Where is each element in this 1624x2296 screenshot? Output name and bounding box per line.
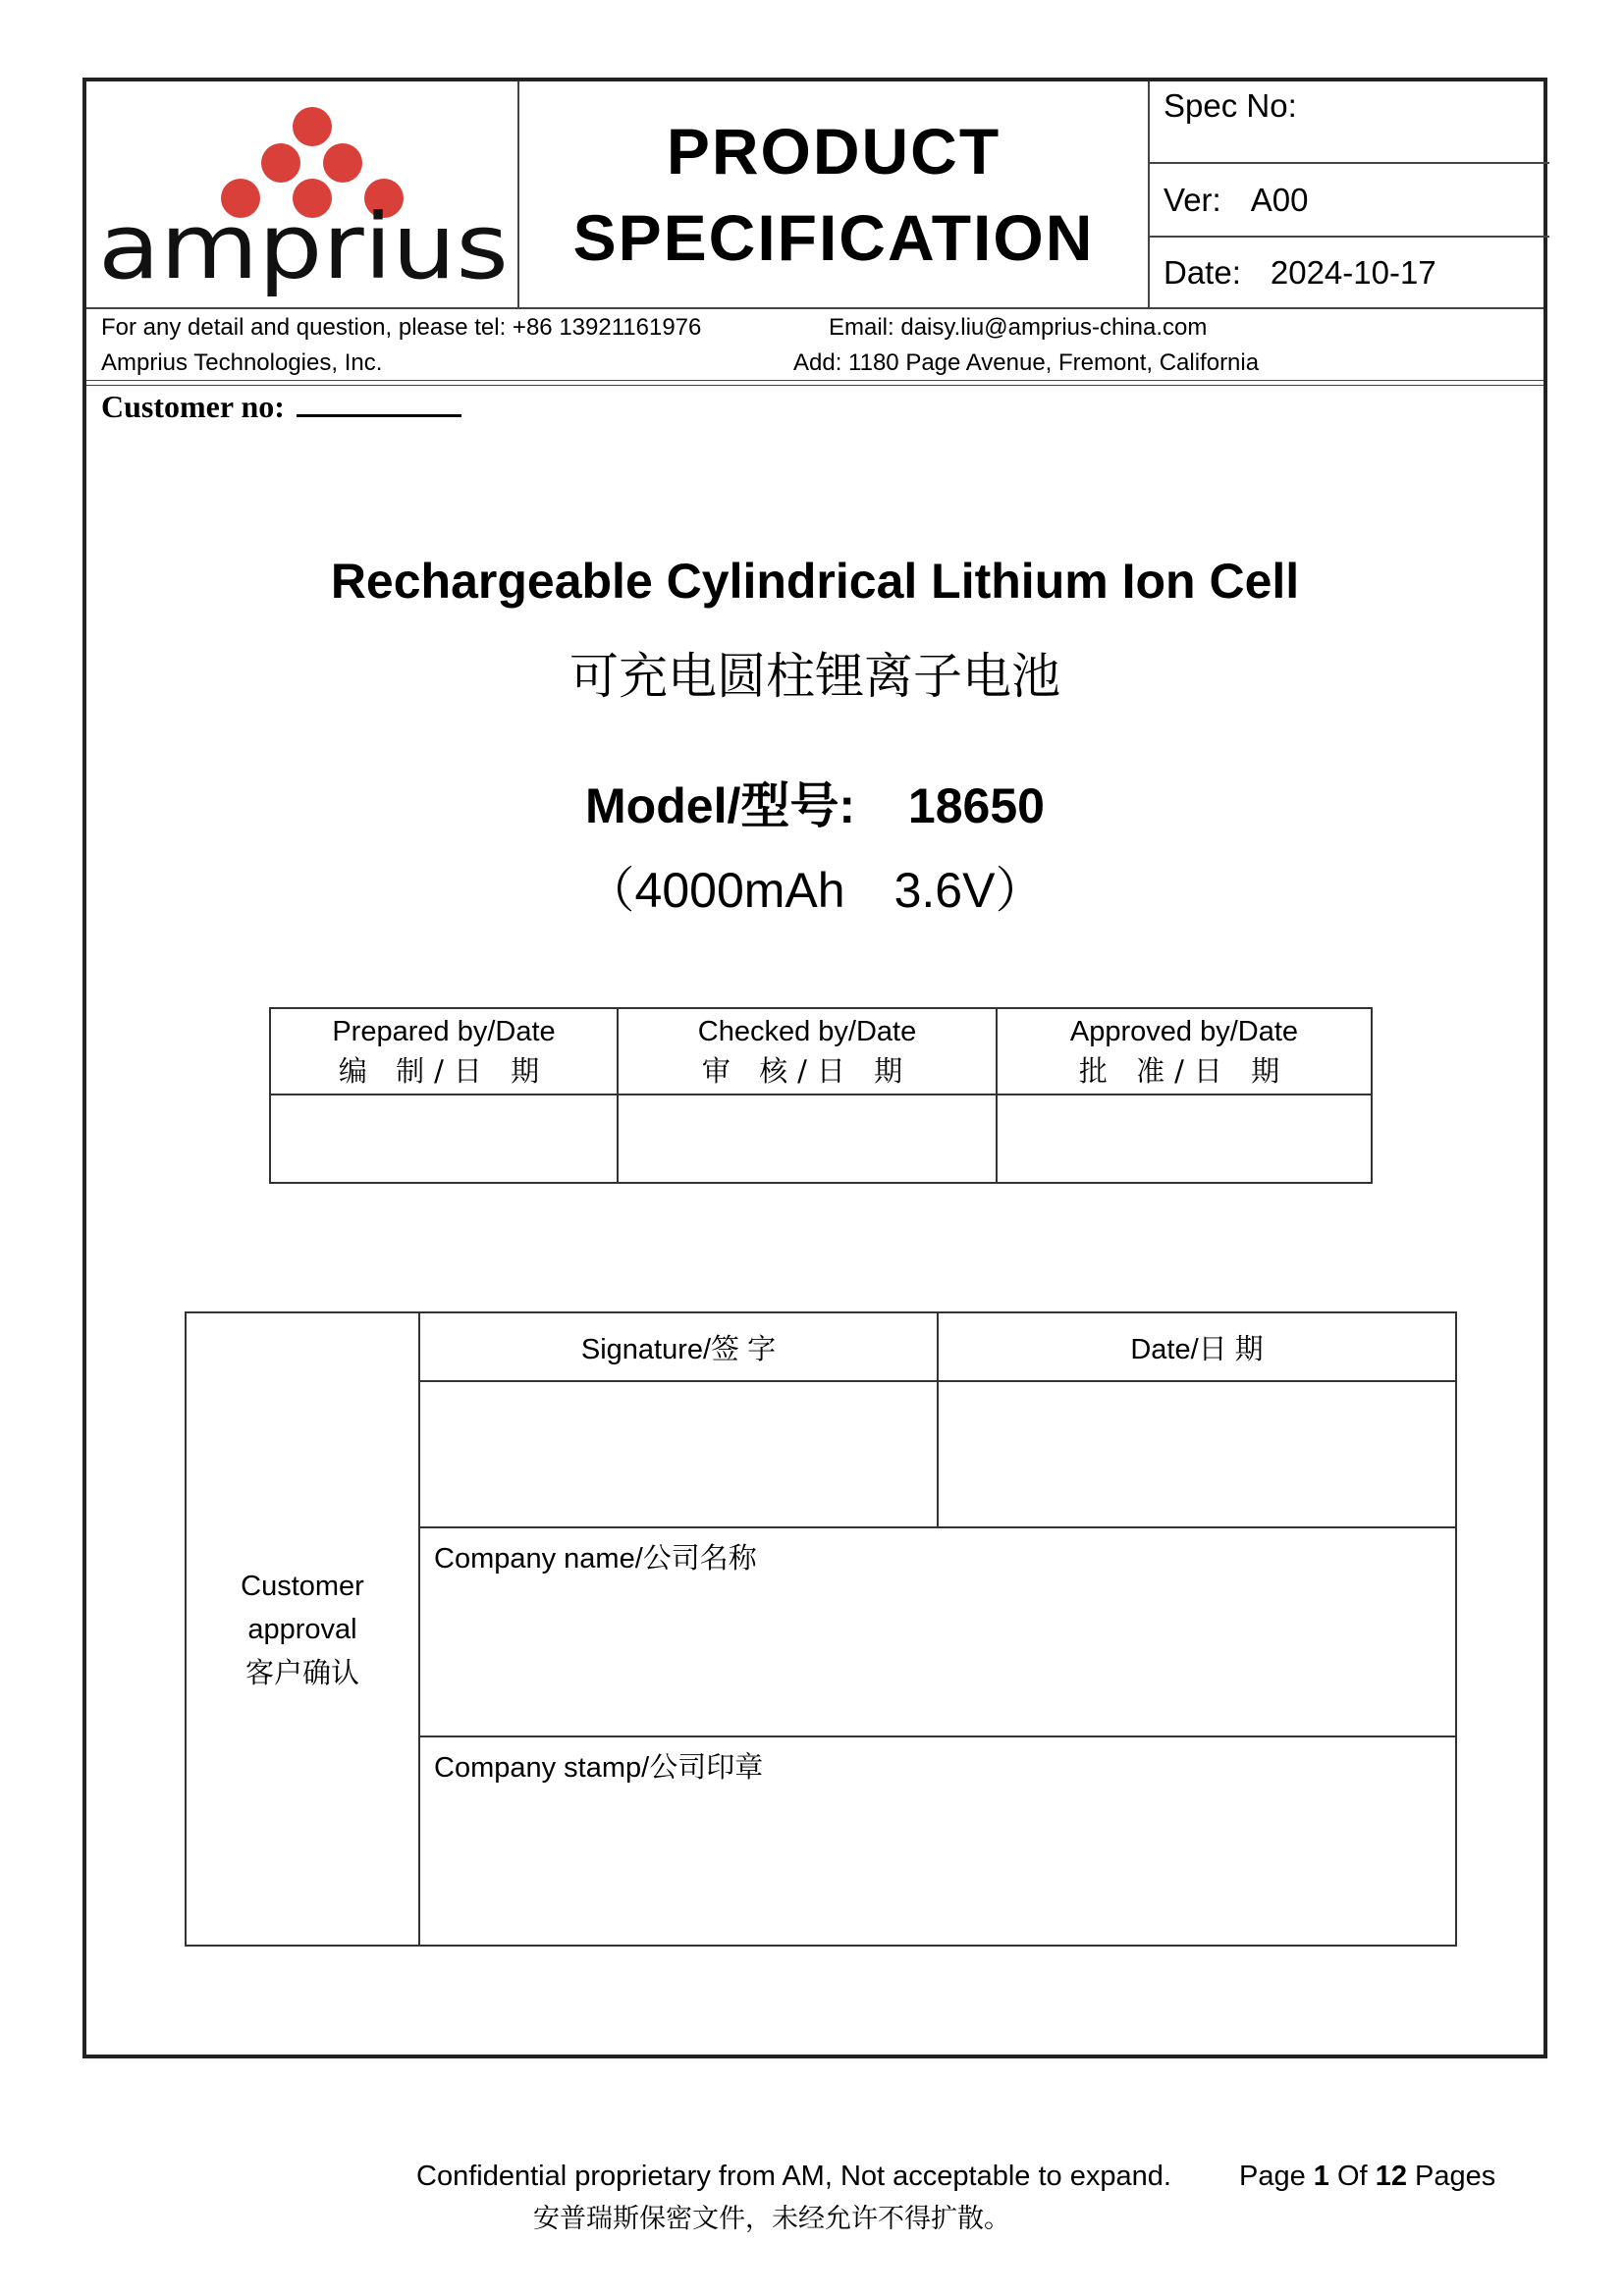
spec-no-label: Spec No: [1164, 87, 1297, 124]
prepared-header [270, 1008, 618, 1095]
title-line-2: SPECIFICATION [572, 201, 1095, 274]
customer-approval-label [186, 1312, 419, 1946]
page-total: 12 [1375, 2161, 1407, 2192]
date-header: Date/日 期 [938, 1312, 1456, 1381]
customer-no-label: Customer no: [101, 389, 285, 424]
company-stamp-label: Company stamp/公司印章 [434, 1752, 764, 1784]
spec-meta-box [1148, 81, 1549, 307]
version-value: A00 [1250, 181, 1309, 218]
company-stamp-cell[interactable] [419, 1736, 1456, 1946]
checked-cn: 审 核/日 期 [701, 1054, 913, 1088]
checked-en: Checked by/Date [697, 1016, 917, 1047]
contact-address: Add: 1180 Page Avenue, Fremont, California [793, 349, 1260, 376]
version-label: Ver: [1164, 181, 1221, 218]
signoff-table [269, 1007, 1373, 1184]
customer-no-field [101, 389, 461, 425]
rating: （4000mAh 3.6V） [585, 863, 1045, 918]
prepared-en: Prepared by/Date [332, 1016, 556, 1047]
contact-email: Email: daisy.liu@amprius-china.com [829, 314, 1208, 341]
contact-tel: For any detail and question, please tel: +86 13921161976 [101, 314, 702, 341]
svg-text:amprius: amprius [98, 194, 509, 299]
checked-signature-cell[interactable] [618, 1095, 997, 1183]
version-row [1150, 164, 1549, 238]
date-row [1150, 238, 1549, 307]
approved-en: Approved by/Date [1069, 1016, 1299, 1047]
prepared-cn: 编 制/日 期 [338, 1054, 550, 1088]
pages-word: Pages [1415, 2161, 1496, 2192]
approved-signature-cell[interactable] [997, 1095, 1372, 1183]
contact-company: Amprius Technologies, Inc. [101, 349, 383, 376]
model-line [86, 767, 1543, 837]
page-indicator [1239, 2161, 1495, 2193]
approval-en-2: approval [247, 1613, 357, 1645]
customer-no-blank[interactable] [297, 389, 461, 417]
customer-date-cell[interactable] [938, 1381, 1456, 1527]
date-label: Date: [1164, 253, 1241, 291]
model-value: 18650 [907, 778, 1045, 833]
title-line-1: PRODUCT [666, 115, 1001, 187]
model-label: Model/型号: [585, 778, 856, 833]
footer-confidential-cn: 安普瑞斯保密文件，未经允许不得扩散。 [533, 2204, 1010, 2234]
prepared-signature-cell[interactable] [270, 1095, 618, 1183]
approval-en-1: Customer [241, 1570, 364, 1602]
approval-cn: 客户确认 [244, 1655, 359, 1689]
page-number: 1 [1313, 2161, 1329, 2192]
date-value: 2024-10-17 [1270, 253, 1436, 291]
checked-header [618, 1008, 997, 1095]
approved-cn: 批 准/日 期 [1078, 1054, 1290, 1088]
of-word: Of [1337, 2161, 1368, 2192]
signature-header: Signature/签 字 [419, 1312, 938, 1381]
amprius-logo-mark [86, 81, 517, 307]
product-title-en: Rechargeable Cylindrical Lithium Ion Cell [330, 554, 1300, 609]
contact-info [86, 309, 1543, 380]
page-word: Page [1239, 2161, 1306, 2192]
product-title-cn: 可充电圆柱锂离子电池 [569, 648, 1060, 705]
spec-no-row [1150, 81, 1549, 164]
contact-divider [86, 380, 1543, 386]
company-logo [86, 81, 519, 307]
customer-signature-cell[interactable] [419, 1381, 938, 1527]
document-title [519, 81, 1148, 307]
approved-header [997, 1008, 1372, 1095]
company-name-cell[interactable] [419, 1527, 1456, 1736]
footer-confidential-en: Confidential proprietary from AM, Not acceptable to expand. [416, 2161, 1171, 2192]
company-name-label: Company name/公司名称 [434, 1543, 757, 1575]
customer-approval-table [185, 1311, 1457, 1947]
document-frame [82, 78, 1547, 2058]
